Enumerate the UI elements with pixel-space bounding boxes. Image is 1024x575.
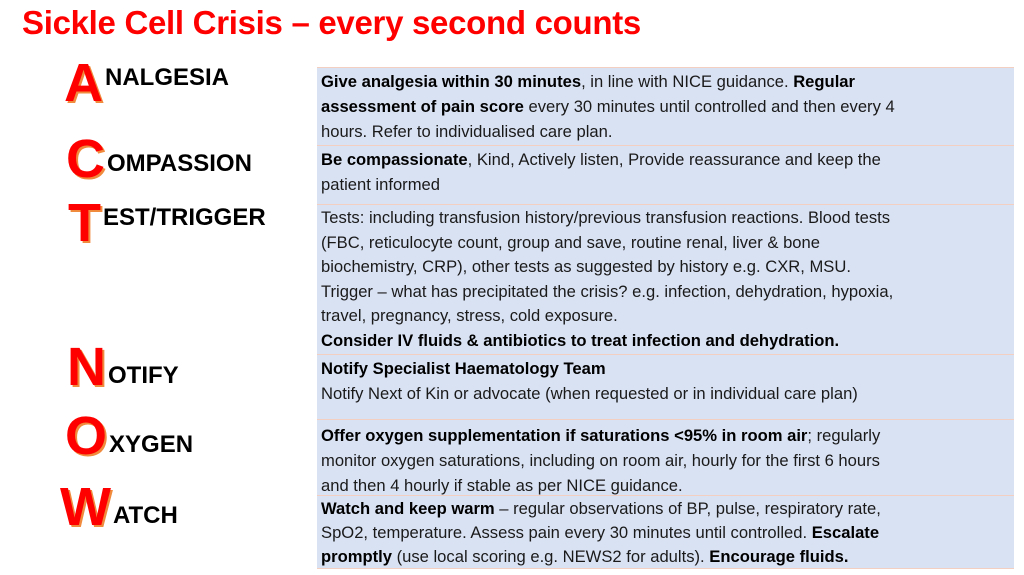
mnemonic-test-trigger: [68, 193, 266, 253]
text: monitor oxygen saturations, including on room air, hourly for the first 6 hours: [321, 451, 880, 470]
bold-text: Encourage fluids.: [709, 547, 849, 566]
bold-text: promptly: [321, 547, 392, 566]
cell-text-line: [321, 521, 1010, 545]
bold-text: assessment of pain score: [321, 97, 524, 116]
cell-text-line: [321, 304, 1010, 329]
initial-letter: N: [67, 337, 106, 397]
initial-letter: A: [64, 53, 103, 113]
bold-text: Watch and keep warm: [321, 499, 495, 518]
text: every 30 minutes until controlled and then every 4: [523, 97, 895, 116]
cell-text-line: [321, 545, 1010, 569]
cell-text-line: [321, 497, 1010, 521]
row-oxygen: [317, 419, 1014, 495]
mnemonic-analgesia: [64, 53, 230, 113]
text: biochemistry, CRP), other tests as suggested by history e.g. CXR, MSU.: [321, 257, 851, 276]
cell-text-line: [321, 94, 1010, 119]
cell-text-line: [321, 381, 1010, 406]
mnemonic-word: XYGEN: [109, 431, 194, 458]
text: travel, pregnancy, stress, cold exposure.: [321, 306, 618, 325]
cell-text-line: [321, 172, 1010, 197]
text: patient informed: [321, 175, 440, 194]
mnemonic-word: OTIFY: [108, 362, 179, 389]
cell-text-line: [321, 356, 1010, 381]
cell-text-line: [321, 119, 1010, 144]
text: SpO2, temperature. Assess pain every 30 minutes until controlled.: [321, 523, 812, 542]
initial-letter: T: [68, 193, 101, 253]
text: hours. Refer to individualised care plan.: [321, 122, 613, 141]
cell-text-line: [321, 206, 1010, 231]
mnemonic-oxygen: [65, 406, 194, 466]
mnemonic-watch: [60, 477, 178, 537]
text: and then 4 hourly if stable as per NICE guidance.: [321, 476, 683, 495]
text: Notify Next of Kin or advocate (when requested or in individual care plan): [321, 384, 858, 403]
cell-text-line: [321, 147, 1010, 172]
bold-text: Notify Specialist Haematology Team: [321, 359, 606, 378]
mnemonic-word: ATCH: [112, 502, 178, 529]
mnemonic-word: NALGESIA: [105, 64, 230, 91]
mnemonic-word: OMPASSION: [107, 150, 252, 177]
text: (FBC, reticulocyte count, group and save, routine renal, liver & bone: [321, 232, 820, 252]
row-notify: [317, 354, 1014, 419]
row-test-trigger: [317, 204, 1014, 354]
row-compassion: [317, 145, 1014, 204]
bold-text: Consider IV fluids & antibiotics to treat infection and dehydration.: [321, 330, 840, 350]
bold-text: Offer oxygen supplementation if saturations <95% in room air: [321, 426, 808, 445]
bold-text: Be compassionate: [321, 150, 468, 169]
text: Tests: including transfusion history/previous transfusion reactions. Blood tests: [321, 208, 891, 227]
bold-text: Escalate: [811, 523, 880, 542]
text: (use local scoring e.g. NEWS2 for adults).: [392, 547, 710, 566]
initial-letter: C: [66, 129, 105, 189]
bold-text: Give analgesia within 30 minutes: [321, 72, 582, 91]
mnemonic-notify: [67, 337, 179, 397]
text: ; regularly: [807, 426, 881, 445]
row-watch: [317, 495, 1014, 569]
cell-text-line: [321, 231, 1010, 256]
text: , Kind, Actively listen, Provide reassurance and keep the: [467, 150, 881, 169]
bold-text: Regular: [793, 72, 855, 91]
cell-text-line: [321, 448, 1010, 473]
text: , in line with NICE guidance.: [581, 72, 794, 91]
row-analgesia: [317, 67, 1014, 145]
cell-text-line: [321, 423, 1010, 448]
cell-text-line: [321, 69, 1010, 94]
cell-text-line: [321, 255, 1010, 280]
text: Trigger – what has precipitated the crisis? e.g. infection, dehydration, hypoxia,: [321, 281, 894, 301]
text: – regular observations of BP, pulse, respiratory rate,: [494, 499, 881, 518]
initial-letter: W: [60, 477, 111, 537]
cell-text-line: [321, 280, 1010, 305]
mnemonic-word: EST/TRIGGER: [103, 204, 266, 231]
mnemonic-compassion: [66, 129, 252, 189]
cell-text-line: [321, 329, 1010, 354]
page-title: Sickle Cell Crisis – every second counts: [22, 4, 641, 41]
initial-letter: O: [65, 406, 108, 466]
